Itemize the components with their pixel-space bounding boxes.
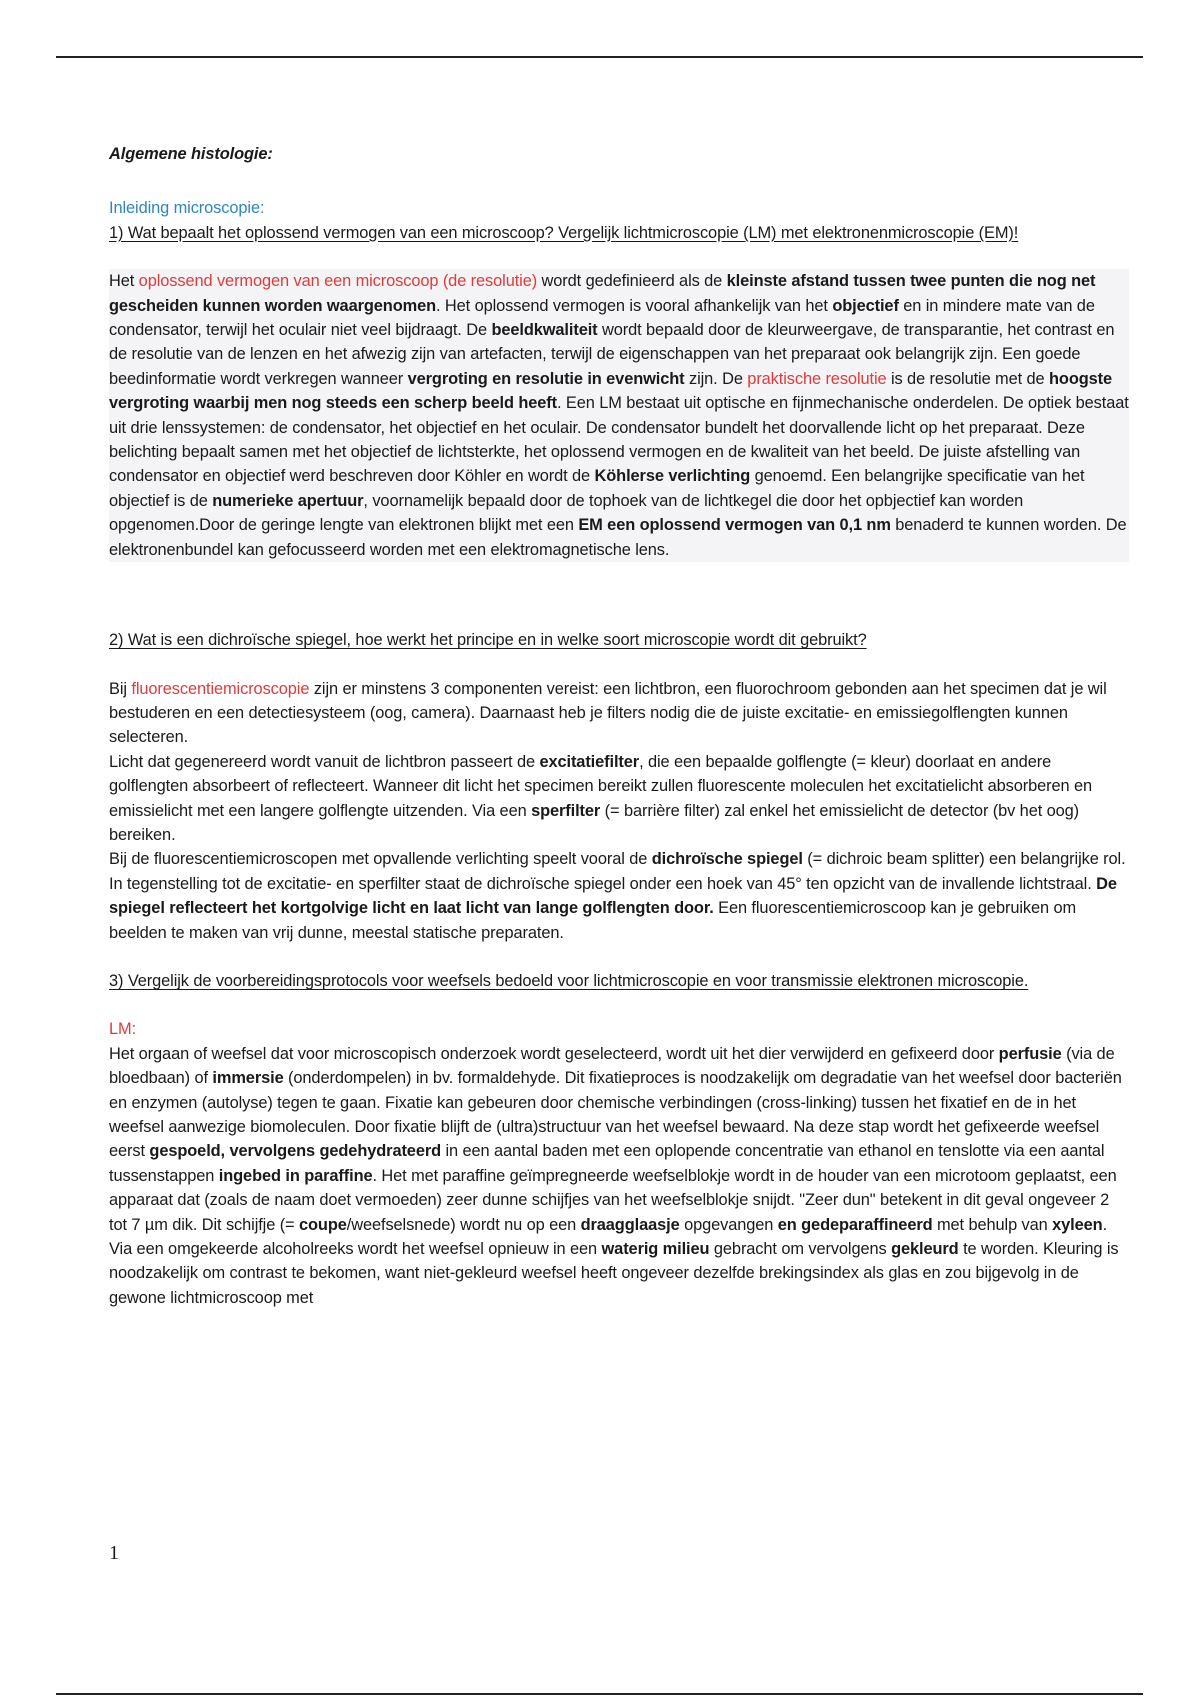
answer-3-paragraph: Het orgaan of weefsel dat voor microscopisch onderzoek wordt geselecteerd, wordt uit het dier verwijderd en gefixeerd door perfusie (via de bloedbaan) of immersie (onderdompelen) in bv. formaldehyde. Dit fixatieproces is noodzakelijk om degradatie van het weefsel door bacteriën en enzymen (autolyse) tegen te gaan. Fixatie kan gebeuren door chemische verbindingen (cross-linking) tussen het fixatief en de in het weefsel aanwezige biomoleculen. Door fixatie blijft de (ultra)structuur van het weefsel bewaard. Na deze stap wordt het gefixeerde weefsel eerst gespoeld, vervolgens gedehydrateerd in een aantal baden met een oplopende concentratie van ethanol en tenslotte via een aantal tussenstappen ingebed in paraffine. Het met paraffine geïmpregneerde weefselblokje wordt in de houder van een microtoom geplaatst, een apparaat dat (zoals de naam doet vermoeden) zeer dunne schijfjes van het weefselblokje snijdt. "Zeer dun" betekent in dit geval ongeveer 2 tot 7 µm dik. Dit schijfje (= coupe/weefselsnede) wordt nu op een draagglaasje opgevangen en gedeparaffineerd met behulp van xyleen. Via een omgekeerde alcoholreeks wordt het weefsel opnieuw in een waterig milieu gebracht om vervolgens gekleurd te worden. Kleuring is noodzakelijk om contrast te bekomen, want niet-gekleurd weefsel heeft ongeveer dezelfde brekingsindex als glas en zou bijgevolg in de gewone lichtmicroscoop met xyxy=(109,1044,1122,1307)
question-2: 2) Wat is een dichroïsche spiegel, hoe werkt het principe en in welke soort microscopie wordt dit gebruikt? xyxy=(109,631,867,650)
document-title: Algemene histologie: xyxy=(109,145,273,163)
section-heading: Inleiding microscopie: xyxy=(109,199,265,218)
footer-rule xyxy=(56,1693,1143,1695)
answer-2-paragraph-3: Bij de fluorescentiemicroscopen met opvallende verlichting speelt vooral de dichroïsche spiegel (= dichroic beam splitter) een belangrijke rol. In tegenstelling tot de excitatie- en sperfilter staat de dichroïsche spiegel onder een hoek van 45° ten opzicht van de invallende lichtstraal. De spiegel reflecteert het kortgolvige licht en laat licht van lange golflengten door. Een fluorescentiemicroscoop kan je gebruiken om beelden te maken van vrij dunne, meestal statische preparaten. xyxy=(109,850,1126,942)
header-rule xyxy=(56,56,1143,58)
lm-subheading: LM: xyxy=(109,1020,137,1039)
question-1: 1) Wat bepaalt het oplossend vermogen van een microscoop? Vergelijk lichtmicroscopie (LM) met elektronenmicroscopie (EM)! xyxy=(109,223,1019,242)
page-number: 1 xyxy=(109,1542,119,1564)
answer-2-paragraph-2: Licht dat gegenereerd wordt vanuit de lichtbron passeert de excitatiefilter, die een bepaalde golflengte (= kleur) doorlaat en andere golflengten absorbeert of reflecteert. Wanneer dit licht het specimen bereikt zullen fluorescente moleculen het excitatielicht absorberen en emissielicht met een langere golflengte uitzenden. Via een sperfilter (= barrière filter) zal enkel het emissielicht de detector (bv het oog) bereiken. xyxy=(109,752,1093,844)
question-3: 3) Vergelijk de voorbereidingsprotocols voor weefsels bedoeld voor lichtmicroscopie en voor transmissie elektronen microscopie. xyxy=(109,971,1029,990)
answer-1-paragraph: Het oplossend vermogen van een microscoop (de resolutie) wordt gedefinieerd als de kleinste afstand tussen twee punten die nog net gescheiden kunnen worden waargenomen. Het oplossend vermogen is vooral afhankelijk van het objectief en in mindere mate van de condensator, terwijl het oculair niet veel bijdraagt. De beeldkwaliteit wordt bepaald door de kleurweergave, de transparantie, het contrast en de resolutie van de lenzen en het afwezig zijn van artefacten, terwijl de eigenschappen van het preparaat ook belangrijk zijn. Een goede beedinformatie wordt verkregen wanneer vergroting en resolutie in evenwicht zijn. De praktische resolutie is de resolutie met de hoogste vergroting waarbij men nog steeds een scherp beeld heeft. Een LM bestaat uit optische en fijnmechanische onderdelen. De optiek bestaat uit drie lenssystemen: de condensator, het objectief en het oculair. De condensator bundelt het doorvallende licht op het preparaat. Deze belichting bepaalt samen met het objectief de lichtsterkte, het oplossend vermogen en de kwaliteit van het beeld. De juiste afstelling van condensator en objectief werd beschreven door Köhler en wordt de Köhlerse verlichting genoemd. Een belangrijke specificatie van het objectief is de numerieke apertuur, voornamelijk bepaald door de tophoek van de lichtkegel die door het opbjectief kan worden opgenomen.Door de geringe lengte van elektronen blijkt met een EM een oplossend vermogen van 0,1 nm benaderd te kunnen worden. De elektronenbundel kan gefocusseerd worden met een elektromagnetische lens. xyxy=(109,269,1129,562)
document-body xyxy=(109,142,1129,1310)
answer-2-paragraph-1: Bij fluorescentiemicroscopie zijn er minstens 3 componenten vereist: een lichtbron, een fluorochroom gebonden aan het specimen dat je wil bestuderen en een detectiesysteem (oog, camera). Daarnaast heb je filters nodig die de juiste excitatie- en emissiegolflengten kunnen selecteren. xyxy=(109,679,1107,747)
